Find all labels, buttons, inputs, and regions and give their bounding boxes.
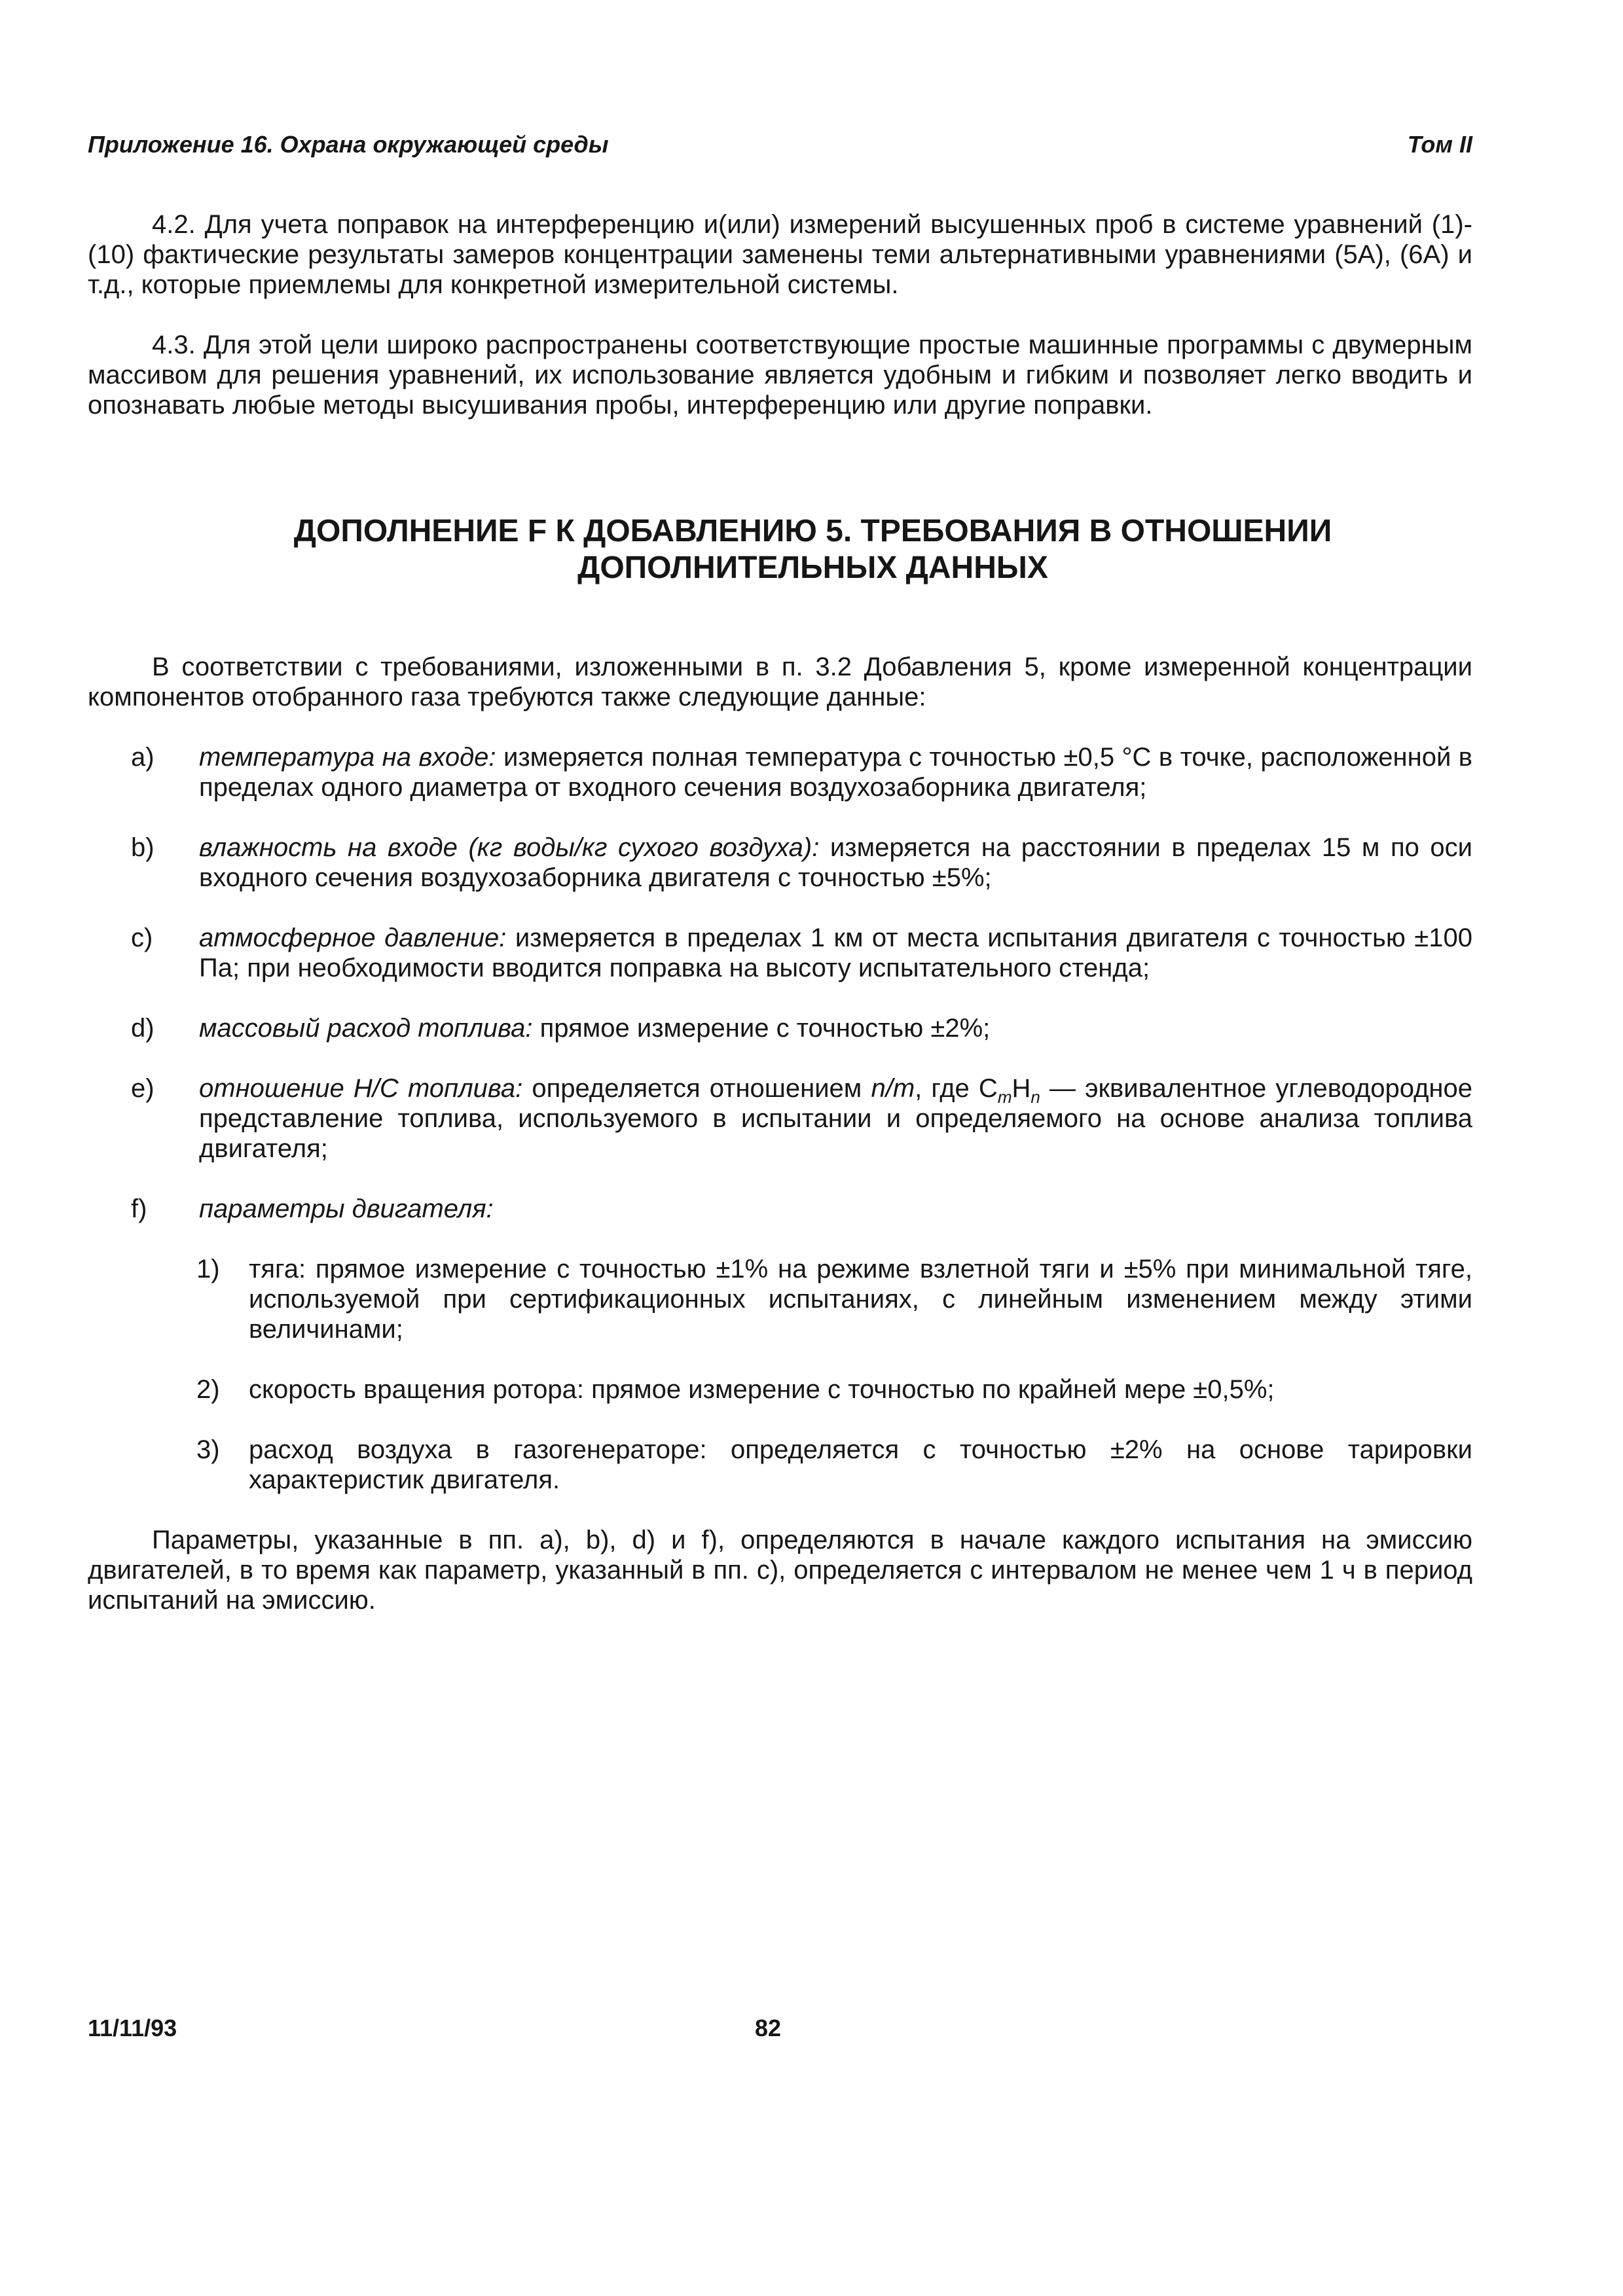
item-term: влажность на входе (кг воды/кг сухого воздуха):	[199, 833, 820, 862]
item-text-mid: , где C	[915, 1074, 998, 1103]
list-item-b	[131, 833, 1472, 893]
list-item-a	[131, 742, 1472, 802]
item-term: атмосферное давление:	[199, 924, 507, 952]
sub-item-text: скорость вращения ротора: прямое измерение с точностью по крайней мере ±0,5%;	[249, 1375, 1275, 1404]
subscript-m: m	[997, 1087, 1012, 1107]
sub-item-text: расход воздуха в газогенераторе: определяется с точностью ±2% на основе тарировки характеристик двигателя.	[249, 1435, 1472, 1494]
item-text: измеряется на расстоянии в пределах 15 м по оси входного сечения воздухозаборника двигателя с точностью ±5%;	[199, 833, 1472, 892]
paragraph-4-3	[88, 330, 1472, 420]
section-title-line-1: ДОПОЛНЕНИЕ F К ДОБАВЛЕНИЮ 5. ТРЕБОВАНИЯ В ОТНОШЕНИИ	[293, 514, 1332, 548]
sub-marker: 1)	[196, 1255, 220, 1283]
paragraph-4-2	[88, 209, 1472, 300]
item-text-after: — эквивалентное углеводородное представление топлива, используемого в испытании и определяемого на основе анализа топлива двигателя;	[199, 1074, 1472, 1163]
running-header-title: Приложение 16. Охрана окружающей среды	[88, 131, 609, 158]
hydrogen-symbol: H	[1012, 1074, 1031, 1103]
subscript-n: n	[1030, 1087, 1040, 1107]
sub-marker: 2)	[196, 1375, 220, 1404]
item-text: прямое измерение с точностью ±2%;	[532, 1014, 991, 1043]
list-marker: a)	[131, 743, 155, 772]
list-marker: f)	[131, 1194, 147, 1223]
paragraph-4-3-text: 4.3. Для этой цели широко распространены соответствующие простые машинные программы с двумерным массивом для решения уравнений, их использование является удобным и гибким и позволяет легко вводить и опознавать любые методы высушивания пробы, интерференцию или другие поправки.	[88, 331, 1472, 420]
section-title	[88, 513, 1538, 586]
item-term: массовый расход топлива:	[199, 1014, 533, 1043]
closing-paragraph	[88, 1525, 1472, 1615]
sub-item-1	[196, 1254, 1472, 1344]
sub-marker: 3)	[196, 1435, 220, 1464]
list-marker: d)	[131, 1014, 155, 1043]
list-marker: b)	[131, 833, 155, 862]
item-term: отношение H/C топлива:	[199, 1074, 523, 1103]
section-title-line-2: ДОПОЛНИТЕЛЬНЫХ ДАННЫХ	[577, 550, 1048, 585]
page-number: 82	[755, 2015, 782, 2041]
running-header-volume: Том II	[1407, 131, 1472, 158]
list-item-f	[131, 1194, 1472, 1224]
list-marker: e)	[131, 1074, 155, 1103]
list-marker: c)	[131, 924, 153, 952]
footer-date: 11/11/93	[88, 2015, 177, 2041]
list-item-e	[131, 1073, 1472, 1164]
sub-item-2	[196, 1374, 1472, 1405]
item-term: температура на входе:	[199, 743, 496, 772]
item-text: измеряется полная температура с точностью ±0,5 °C в точке, расположенной в пределах одного диаметра от входного сечения воздухозаборника двигателя;	[199, 743, 1472, 802]
item-term: параметры двигателя:	[199, 1194, 494, 1223]
paragraph-4-2-text: 4.2. Для учета поправок на интерференцию и(или) измерений высушенных проб в системе уравнений (1)-(10) фактические результаты замеров концентрации заменены теми альтернативными уравнениями (5A), (6A) и т.д., которые приемлемы для конкретной измерительной системы.	[88, 210, 1472, 299]
item-text: измеряется в пределах 1 км от места испытания двигателя с точностью ±100 Па; при необходимости вводится поправка на высоту испытательного стенда;	[199, 924, 1473, 982]
sub-item-3	[196, 1435, 1472, 1495]
ratio-formula: n/m	[871, 1074, 915, 1103]
item-text-before: определяется отношением	[522, 1074, 871, 1103]
list-item-d	[131, 1013, 1472, 1043]
closing-text: Параметры, указанные в пп. a), b), d) и f), определяются в начале каждого испытания на эмиссию двигателей, в то время как параметр, указанный в пп. c), определяется с интервалом не менее чем 1 ч в период испытаний на эмиссию.	[88, 1526, 1472, 1615]
intro-text: В соответствии с требованиями, изложенными в п. 3.2 Добавления 5, кроме измеренной концентрации компонентов отобранного газа требуются также следующие данные:	[88, 653, 1472, 711]
sub-item-text: тяга: прямое измерение с точностью ±1% на режиме взлетной тяги и ±5% при минимальной тяге, используемой при сертификационных испытаниях, с линейным изменением между этими величинами;	[249, 1255, 1472, 1344]
list-item-c	[131, 923, 1472, 983]
intro-paragraph	[88, 652, 1472, 712]
